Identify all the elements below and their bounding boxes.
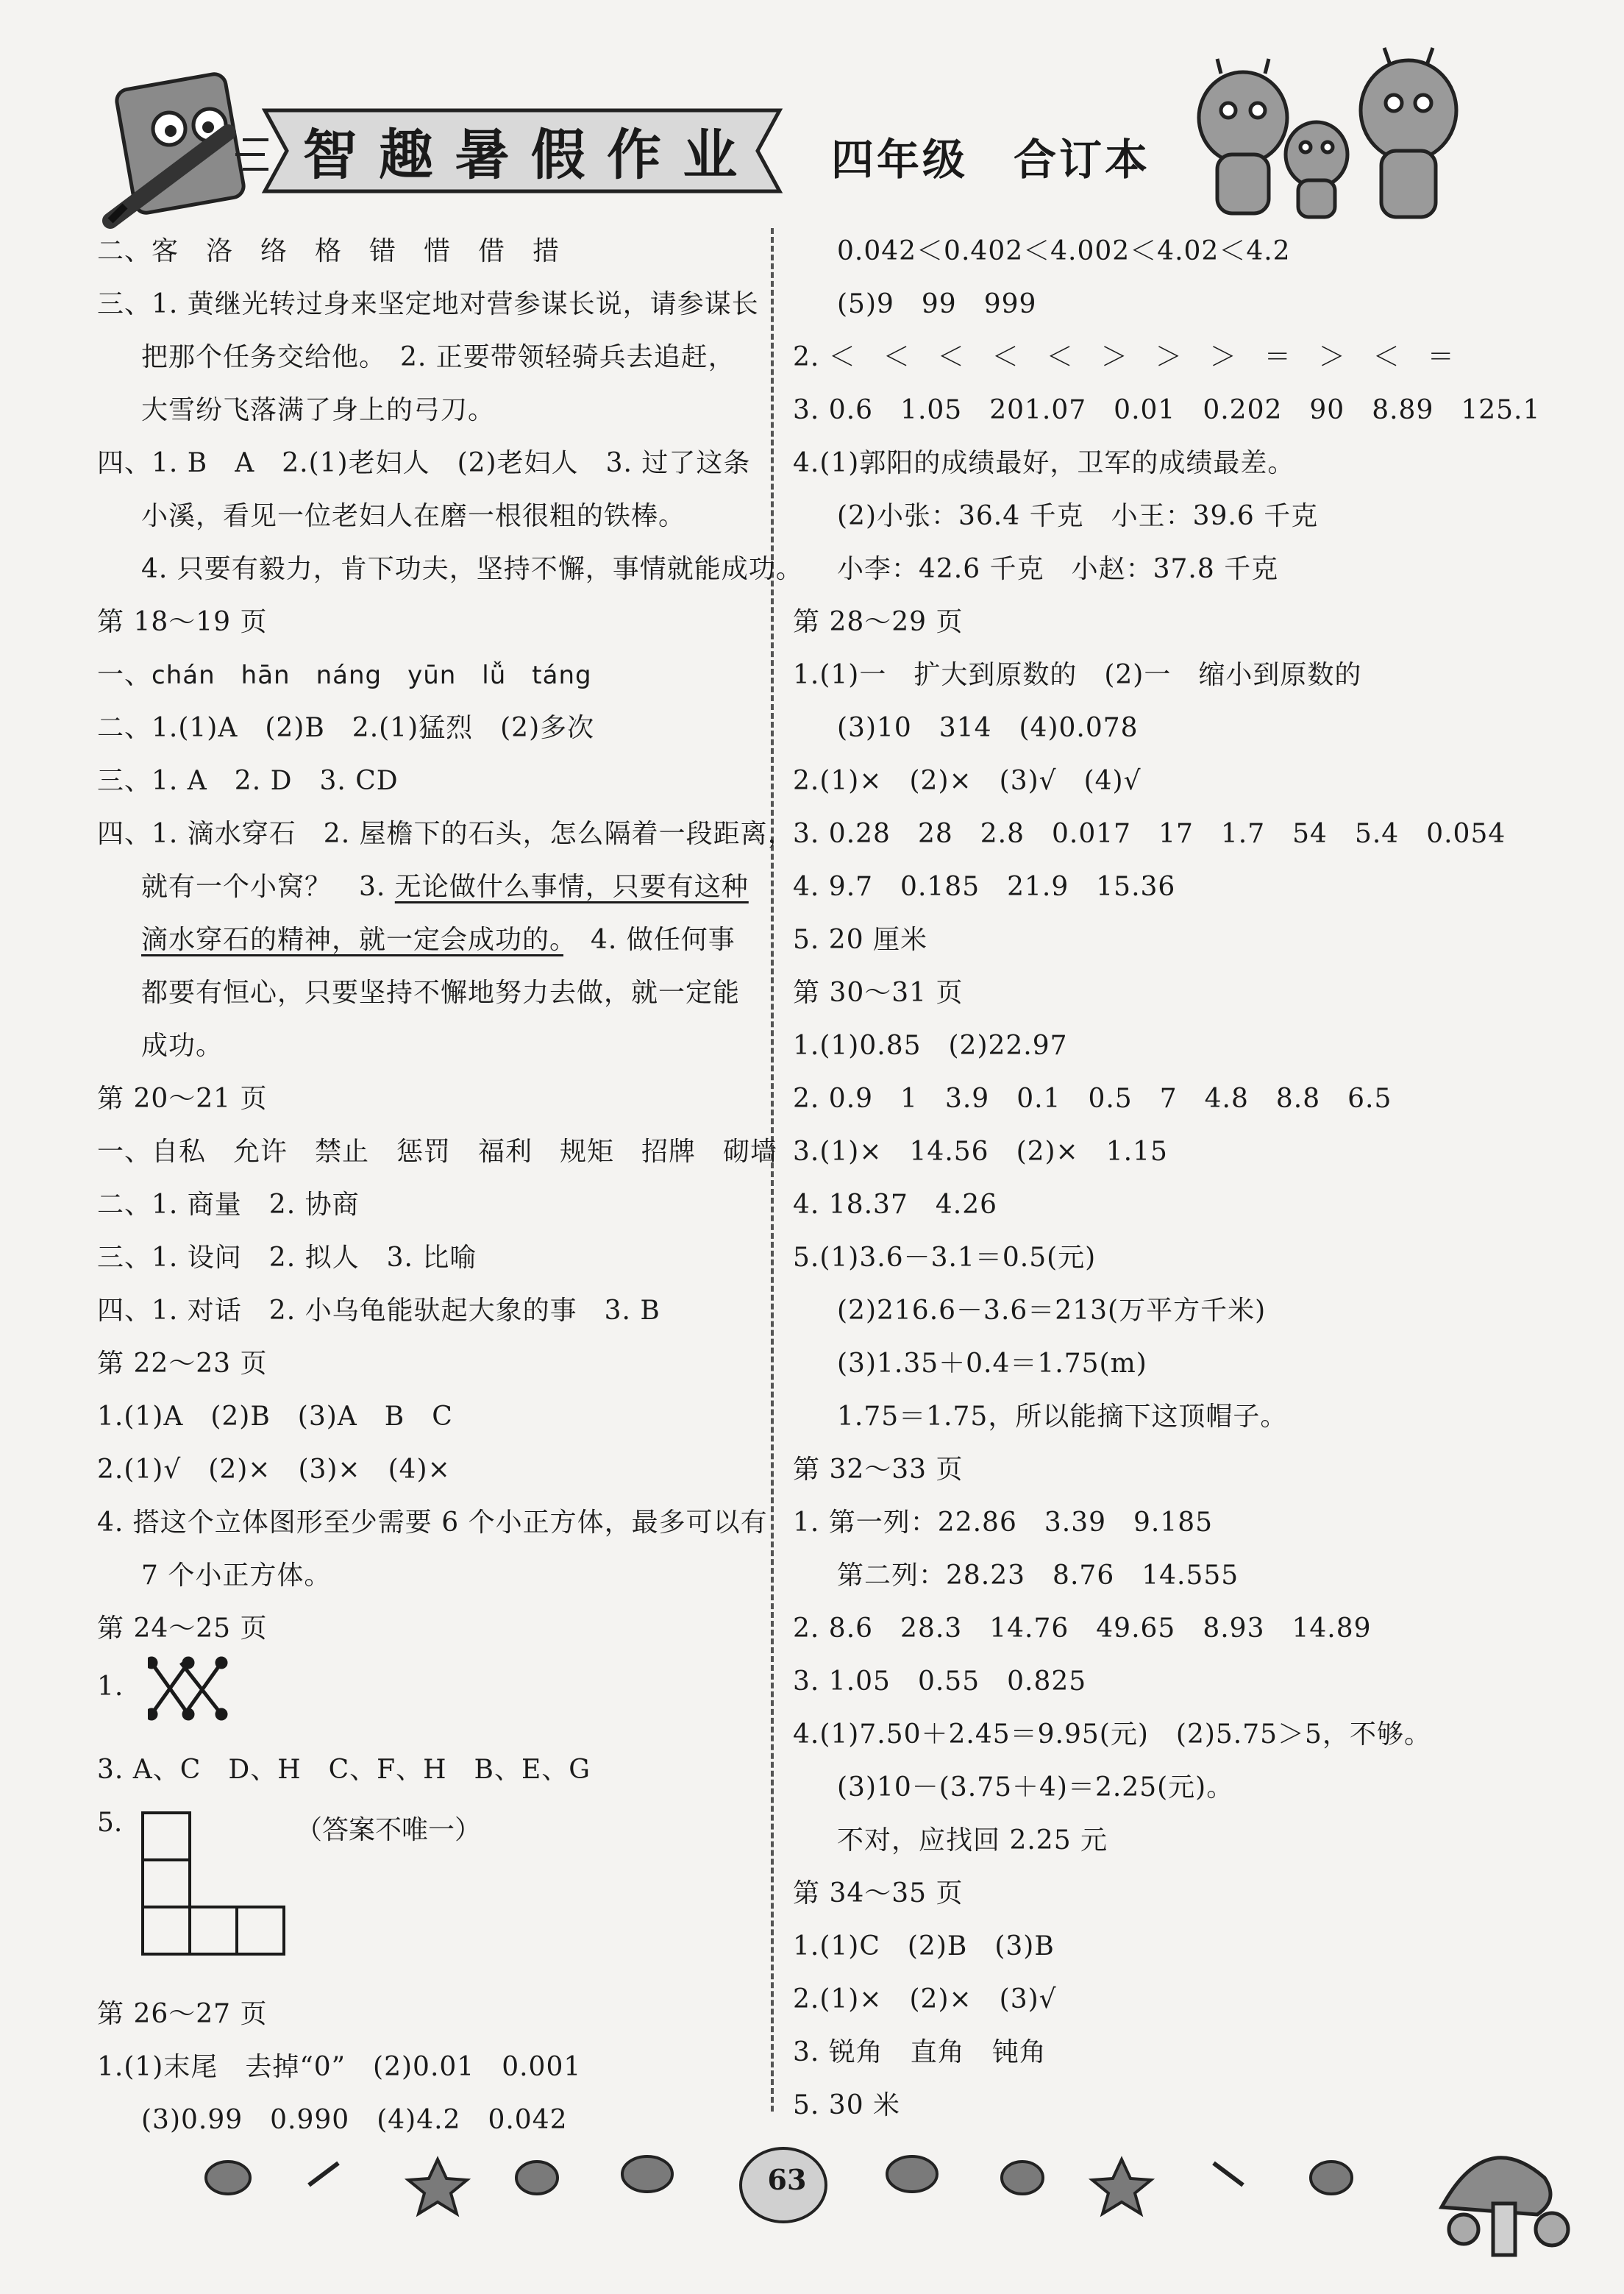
answer-line: 二、客 洛 络 格 错 惜 借 措 (97, 236, 560, 266)
title-char: 假 (530, 124, 590, 187)
answer-line (97, 914, 788, 967)
title-char: 业 (683, 124, 742, 187)
shell-icon (206, 2162, 250, 2194)
answer-line (97, 649, 788, 702)
answer-line: 2. 8.6 28.3 14.76 49.65 8.93 14.89 (793, 1613, 1372, 1644)
answer-line: 三、1. A 2. D 3. CD (97, 766, 399, 796)
page-heading: 第 20～21 页 (97, 1084, 268, 1114)
answer-line: 小李：42.6 千克 小赵：37.8 千克 (837, 554, 1279, 584)
page-number: 63 (767, 2163, 807, 2196)
answer-line: 都要有恒心，只要坚持不懈地努力去做，就一定能 (141, 978, 741, 1008)
answer-line: 1.(1)一 扩大到原数的 (2)一 缩小到原数的 (793, 660, 1362, 690)
answer-line: 3. A、C D、H C、F、H B、E、G (97, 1755, 591, 1785)
answer-text: 4. 做任何事 (563, 925, 736, 955)
page-heading: 第 24～25 页 (97, 1613, 268, 1644)
page-heading: 第 32～33 页 (793, 1455, 964, 1485)
answer-line: 一、自私 允许 禁止 惩罚 福利 规矩 招牌 砌墙 (97, 1137, 778, 1167)
answer-note: （答案不唯一） (296, 1815, 482, 1845)
answer-line: 4.(1)郭阳的成绩最好，卫军的成绩最差。 (793, 448, 1295, 478)
answer-line: 二、1. 商量 2. 协商 (97, 1190, 360, 1220)
pinyin-answers: chán hān náng yūn lǚ táng (152, 661, 592, 690)
header-decoration (0, 0, 1624, 235)
answer-line (97, 1655, 788, 1744)
answer-line: 2.(1)√ (2)× (3)× (4)× (97, 1455, 451, 1485)
answer-line: 四、1. 滴水穿石 2. 屋檐下的石头，怎么隔着一段距离， (97, 819, 795, 849)
grade-title: 四年级 合订本 (831, 135, 1151, 185)
answer-line: 4. 18.37 4.26 (793, 1190, 998, 1220)
answer-line: (3)1.35＋0.4＝1.75(m) (837, 1349, 1147, 1379)
answer-line: 0.042＜0.402＜4.002＜4.02＜4.2 (837, 236, 1291, 266)
l-shape-squares-figure (141, 1811, 288, 1988)
shell-icon (516, 2162, 558, 2194)
title-char: 作 (606, 124, 666, 187)
cube-figure-answer (97, 1797, 788, 1988)
answer-line: 3. 0.28 28 2.8 0.017 17 1.7 54 5.4 0.054 (793, 819, 1506, 849)
answer-line: 1. 第一列：22.86 3.39 9.185 (793, 1508, 1214, 1538)
answer-line: (3)10－(3.75＋4)＝2.25(元)。 (837, 1772, 1234, 1803)
answer-line: 3.(1)× 14.56 (2)× 1.15 (793, 1137, 1168, 1167)
answer-line (97, 861, 788, 914)
starfish-icon (408, 2159, 467, 2214)
shell-icon (1311, 2162, 1352, 2194)
page-heading: 第 26～27 页 (97, 1999, 268, 2029)
answer-line: 5.(1)3.6－3.1＝0.5(元) (793, 1243, 1097, 1273)
answer-line: 4. 只要有毅力，肯下功夫，坚持不懈，事情就能成功。 (141, 554, 803, 584)
answer-line: 7 个小正方体。 (141, 1560, 332, 1591)
answer-line: 三、1. 黄继光转过身来坚定地对营参谋长说，请参谋长 (97, 289, 759, 319)
answer-line: 1.(1)0.85 (2)22.97 (793, 1031, 1068, 1061)
answer-text: 5. (97, 1808, 123, 1838)
answer-line: 2. ＜ ＜ ＜ ＜ ＜ ＞ ＞ ＞ ＝ ＞ ＜ ＝ (793, 342, 1455, 372)
answer-line: 5. 20 厘米 (793, 925, 928, 955)
answer-line: 3. 0.6 1.05 201.07 0.01 0.202 90 8.89 125.1 (793, 395, 1541, 425)
answer-line: 把那个任务交给他。 2. 正要带领轻骑兵去追赶， (141, 342, 736, 372)
answer-line: 成功。 (141, 1031, 224, 1061)
answer-prefix: 一、 (97, 660, 152, 690)
answer-line: 1.(1)C (2)B (3)B (793, 1931, 1055, 1961)
shell-icon (622, 2156, 672, 2192)
answer-line: 第二列：28.23 8.76 14.555 (837, 1560, 1239, 1591)
feather-icon (1214, 2163, 1243, 2185)
answer-line: 大雪纷飞落满了身上的弓刀。 (141, 395, 496, 425)
answer-line: 2. 0.9 1 3.9 0.1 0.5 7 4.8 8.8 6.5 (793, 1084, 1392, 1114)
page-heading: 第 22～23 页 (97, 1349, 268, 1379)
starfish-icon (1092, 2159, 1151, 2214)
answer-line: (3)0.99 0.990 (4)4.2 0.042 (141, 2105, 568, 2135)
answer-line: 不对，应找回 2.25 元 (837, 1825, 1108, 1856)
answer-line: 2.(1)× (2)× (3)√ (4)√ (793, 766, 1142, 796)
shell-icon (1002, 2162, 1043, 2194)
answer-line: 1.(1)A (2)B (3)A B C (97, 1402, 453, 1432)
right-column (793, 225, 1541, 2132)
answer-line: 四、1. B A 2.(1)老妇人 (2)老妇人 3. 过了这条 (97, 448, 751, 478)
answer-line: 3. 锐角 直角 钝角 (793, 2037, 1047, 2067)
answer-line: 四、1. 对话 2. 小乌龟能驮起大象的事 3. B (97, 1296, 660, 1326)
banner-title (294, 110, 750, 191)
page-header (0, 0, 1624, 235)
mushroom-bug-icon (1442, 2158, 1568, 2255)
underlined-answer: 无论做什么事情，只要有这种 (394, 872, 749, 902)
answer-line: (3)10 314 (4)0.078 (837, 713, 1139, 743)
page-heading: 第 18～19 页 (97, 607, 268, 637)
answer-line: (5)9 99 999 (837, 289, 1037, 319)
title-char: 趣 (378, 124, 438, 187)
answer-text: 1. (97, 1672, 124, 1702)
matching-lines-figure (148, 1655, 229, 1722)
answer-line: 3. 1.05 0.55 0.825 (793, 1666, 1087, 1697)
feather-icon (309, 2163, 338, 2185)
page-heading: 第 30～31 页 (793, 978, 964, 1008)
answer-line: 二、1.(1)A (2)B 2.(1)猛烈 (2)多次 (97, 713, 595, 743)
underlined-answer: 滴水穿石的精神，就一定会成功的。 (141, 925, 564, 955)
left-column (97, 225, 803, 2147)
answer-line: 4. 搭这个立体图形至少需要 6 个小正方体，最多可以有 (97, 1508, 768, 1538)
page-heading: 第 28～29 页 (793, 607, 964, 637)
answer-line: 1.(1)末尾 去掉“0” (2)0.01 0.001 (97, 2052, 582, 2082)
shell-icon (887, 2156, 937, 2192)
book-mascot-icon (110, 72, 246, 221)
answer-line: 小溪，看见一位老妇人在磨一根很粗的铁棒。 (141, 501, 686, 531)
answer-line: (2)小张：36.4 千克 小王：39.6 千克 (837, 501, 1319, 531)
answer-line: 4.(1)7.50＋2.45＝9.95(元) (2)5.75＞5，不够。 (793, 1719, 1431, 1750)
answer-line: 2.(1)× (2)× (3)√ (793, 1984, 1057, 2014)
answer-line: 三、1. 设问 2. 拟人 3. 比喻 (97, 1243, 477, 1273)
page-heading: 第 34～35 页 (793, 1878, 964, 1908)
title-char: 智 (302, 124, 362, 187)
answer-line: 4. 9.7 0.185 21.9 15.36 (793, 872, 1176, 902)
answer-text: 就有一个小窝？ 3. (141, 872, 395, 902)
answer-line: 5. 30 米 (793, 2090, 901, 2120)
title-char: 暑 (455, 124, 514, 187)
giraffe-mascots-icon (1199, 48, 1456, 217)
answer-line: (2)216.6－3.6＝213(万平方千米) (837, 1296, 1267, 1326)
answer-line: 1.75＝1.75，所以能摘下这顶帽子。 (837, 1402, 1288, 1432)
